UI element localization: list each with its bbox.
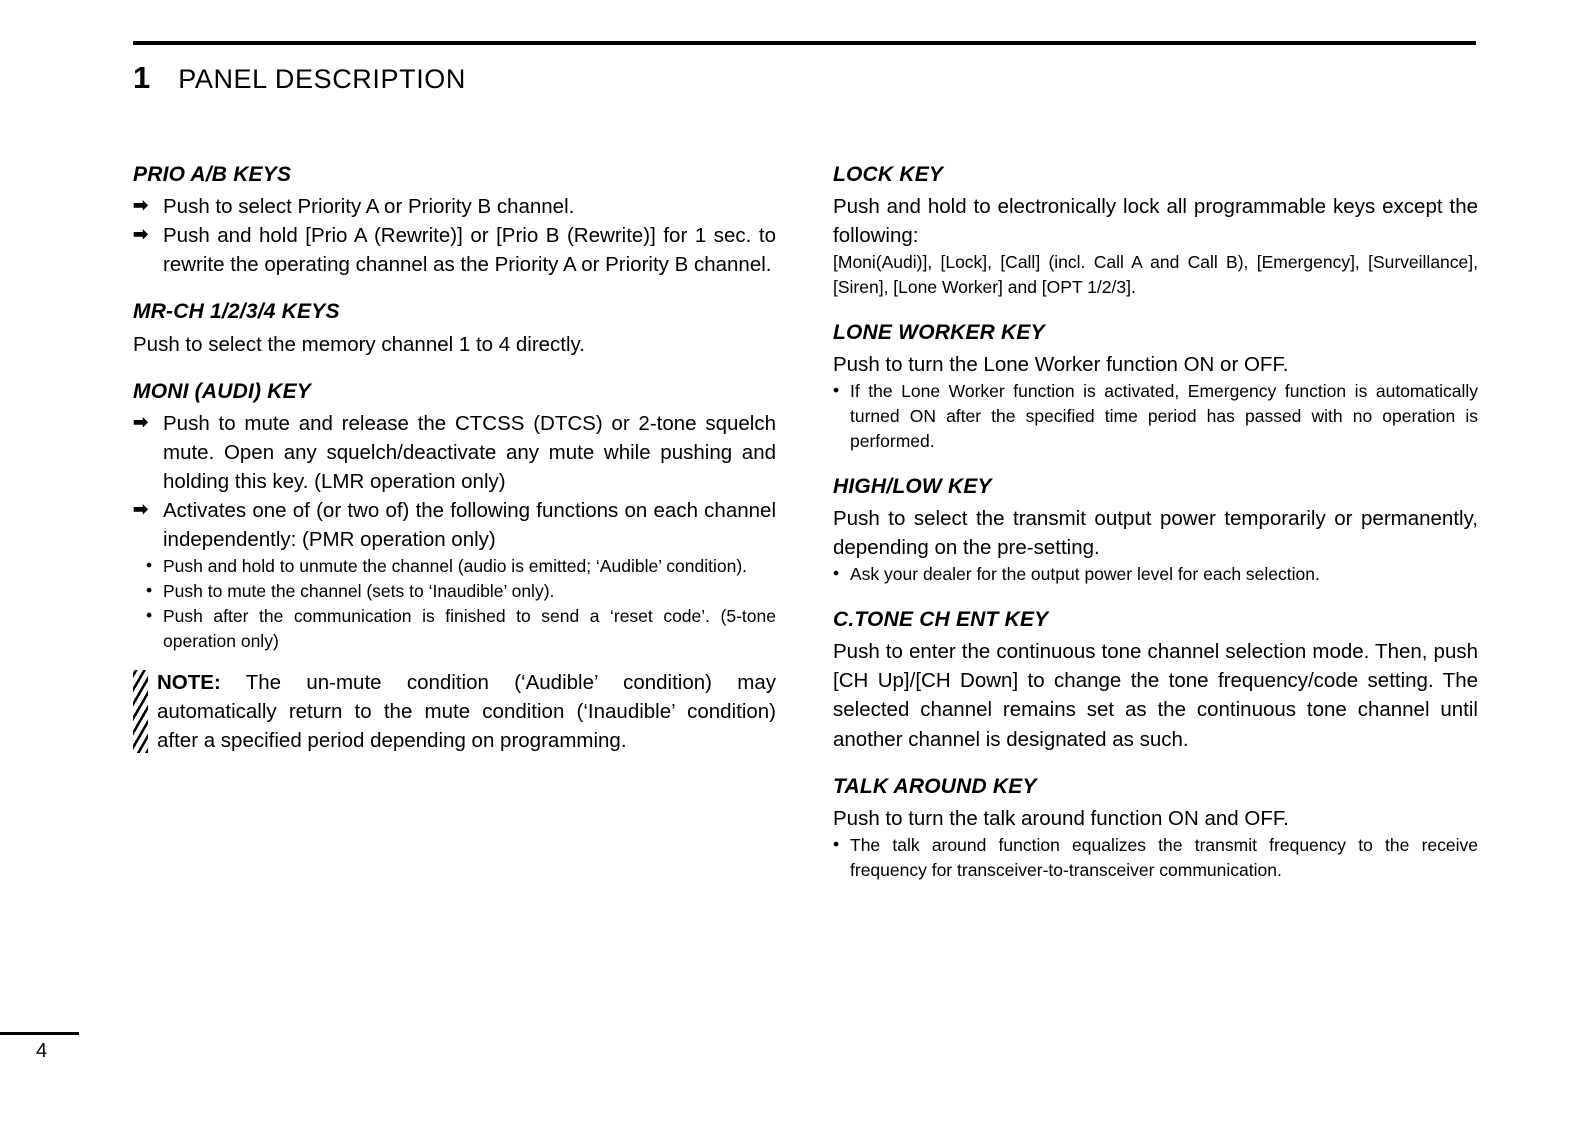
arrow-icon: ➡ (133, 224, 149, 245)
section-body: Push and hold to electronically lock all programmable keys except the following: (833, 195, 1478, 248)
left-column (133, 163, 776, 755)
section-heading: MONI (AUDI) KEY (133, 379, 311, 403)
chapter-number: 1 (133, 60, 151, 95)
bullet-item-text: Ask your dealer for the output power level for each selection. (850, 564, 1320, 585)
section-heading: HIGH/LOW KEY (833, 474, 992, 498)
bullet-list-item (146, 554, 776, 579)
bullet-list-item (833, 379, 1478, 454)
chapter-header (133, 62, 466, 93)
note-label: NOTE: (157, 670, 221, 694)
note-paragraph (157, 668, 776, 755)
dot-icon: • (146, 605, 153, 626)
section-prio-ab-keys (133, 163, 776, 279)
section-lone-worker-key (833, 321, 1478, 454)
arrow-list-item (133, 192, 776, 221)
section-body: Push to select the memory channel 1 to 4 directly. (133, 332, 585, 356)
section-body: Push to turn the talk around function ON and OFF. (833, 806, 1289, 830)
arrow-item-text: Push and hold [Prio A (Rewrite)] or [Prio B (Rewrite)] for 1 sec. to rewrite the operating channel as the Priority A or Priority B channel. (163, 224, 776, 277)
bullet-list-item (146, 579, 776, 604)
arrow-item-text: Push to select Priority A or Priority B channel. (163, 195, 575, 219)
bullet-list-item (146, 604, 776, 654)
section-ctone-ch-ent-key (833, 608, 1478, 754)
note-text: The un-mute condition (‘Audible’ condition) may automatically return to the mute condition (‘Inaudible’ condition) after a specified period depending on programming. (157, 670, 776, 752)
section-talk-around-key (833, 775, 1478, 883)
section-mr-ch-keys (133, 300, 776, 358)
bullet-list-item (833, 833, 1478, 883)
arrow-item-text: Push to mute and release the CTCSS (DTCS) or 2-tone squelch mute. Open any squelch/deactivate any mute while pushing and holding this key. (LMR operation only) (163, 411, 776, 494)
arrow-list-item (133, 496, 776, 554)
arrow-list-item (133, 409, 776, 496)
dot-icon: • (146, 580, 153, 601)
section-body: Push to select the transmit output power temporarily or permanently, depending on the pre-setting. (833, 506, 1478, 560)
note-hatch-bar (133, 670, 148, 753)
dot-icon: • (833, 380, 840, 401)
arrow-item-text: Activates one of (or two of) the following functions on each channel independently: (PMR operation only) (163, 499, 776, 552)
dot-icon: • (146, 555, 153, 576)
section-body: Push to enter the continuous tone channel selection mode. Then, push [CH Up]/[CH Down] to change the tone frequency/code setting. The selected channel remains set as the continuous tone channel until another channel is designated as such. (833, 640, 1478, 751)
header-divider (133, 41, 1476, 45)
bullet-item-text: Push and hold to unmute the channel (audio is emitted; ‘Audible’ condition). (163, 556, 748, 577)
section-heading: LOCK KEY (833, 163, 944, 186)
footer-divider (0, 1032, 79, 1035)
section-heading: PRIO A/B KEYS (133, 163, 292, 186)
section-high-low-key (833, 475, 1478, 587)
arrow-list-item (133, 221, 776, 279)
arrow-icon: ➡ (133, 195, 149, 216)
bullet-item-text: Push to mute the channel (sets to ‘Inaudible’ only). (163, 581, 555, 602)
dot-icon: • (833, 833, 840, 854)
note-box (133, 668, 776, 755)
arrow-icon: ➡ (133, 499, 149, 520)
section-heading: MR-CH 1/2/3/4 KEYS (133, 300, 340, 324)
bullet-item-text: If the Lone Worker function is activated, Emergency function is automatically turned ON after the specified time period has passed with no operation is performed. (850, 381, 1478, 451)
bullet-item-text: Push after the communication is finished to send a ‘reset code’. (5-tone operation only) (163, 606, 776, 651)
arrow-icon: ➡ (133, 411, 149, 432)
section-lock-key (833, 163, 1478, 300)
section-body: Push to turn the Lone Worker function ON or OFF. (833, 353, 1289, 377)
section-heading: LONE WORKER KEY (833, 321, 1045, 345)
bullet-list-item (833, 562, 1478, 587)
page-title: PANEL DESCRIPTION (178, 64, 467, 94)
page-number: 4 (36, 1040, 48, 1062)
section-moni-audi-key (133, 380, 776, 755)
dot-icon: • (833, 563, 840, 584)
section-body-secondary: [Moni(Audi)], [Lock], [Call] (incl. Call A and Call B), [Emergency], [Surveillance], [Siren], [Lone Worker] and [OPT 1/2/3]. (833, 252, 1478, 298)
right-column (833, 163, 1478, 883)
section-heading: C.TONE CH ENT KEY (833, 608, 1049, 632)
bullet-item-text: The talk around function equalizes the transmit frequency to the receive frequency for transceiver-to-transceiver communication. (850, 834, 1478, 880)
section-heading: TALK AROUND KEY (833, 774, 1037, 798)
